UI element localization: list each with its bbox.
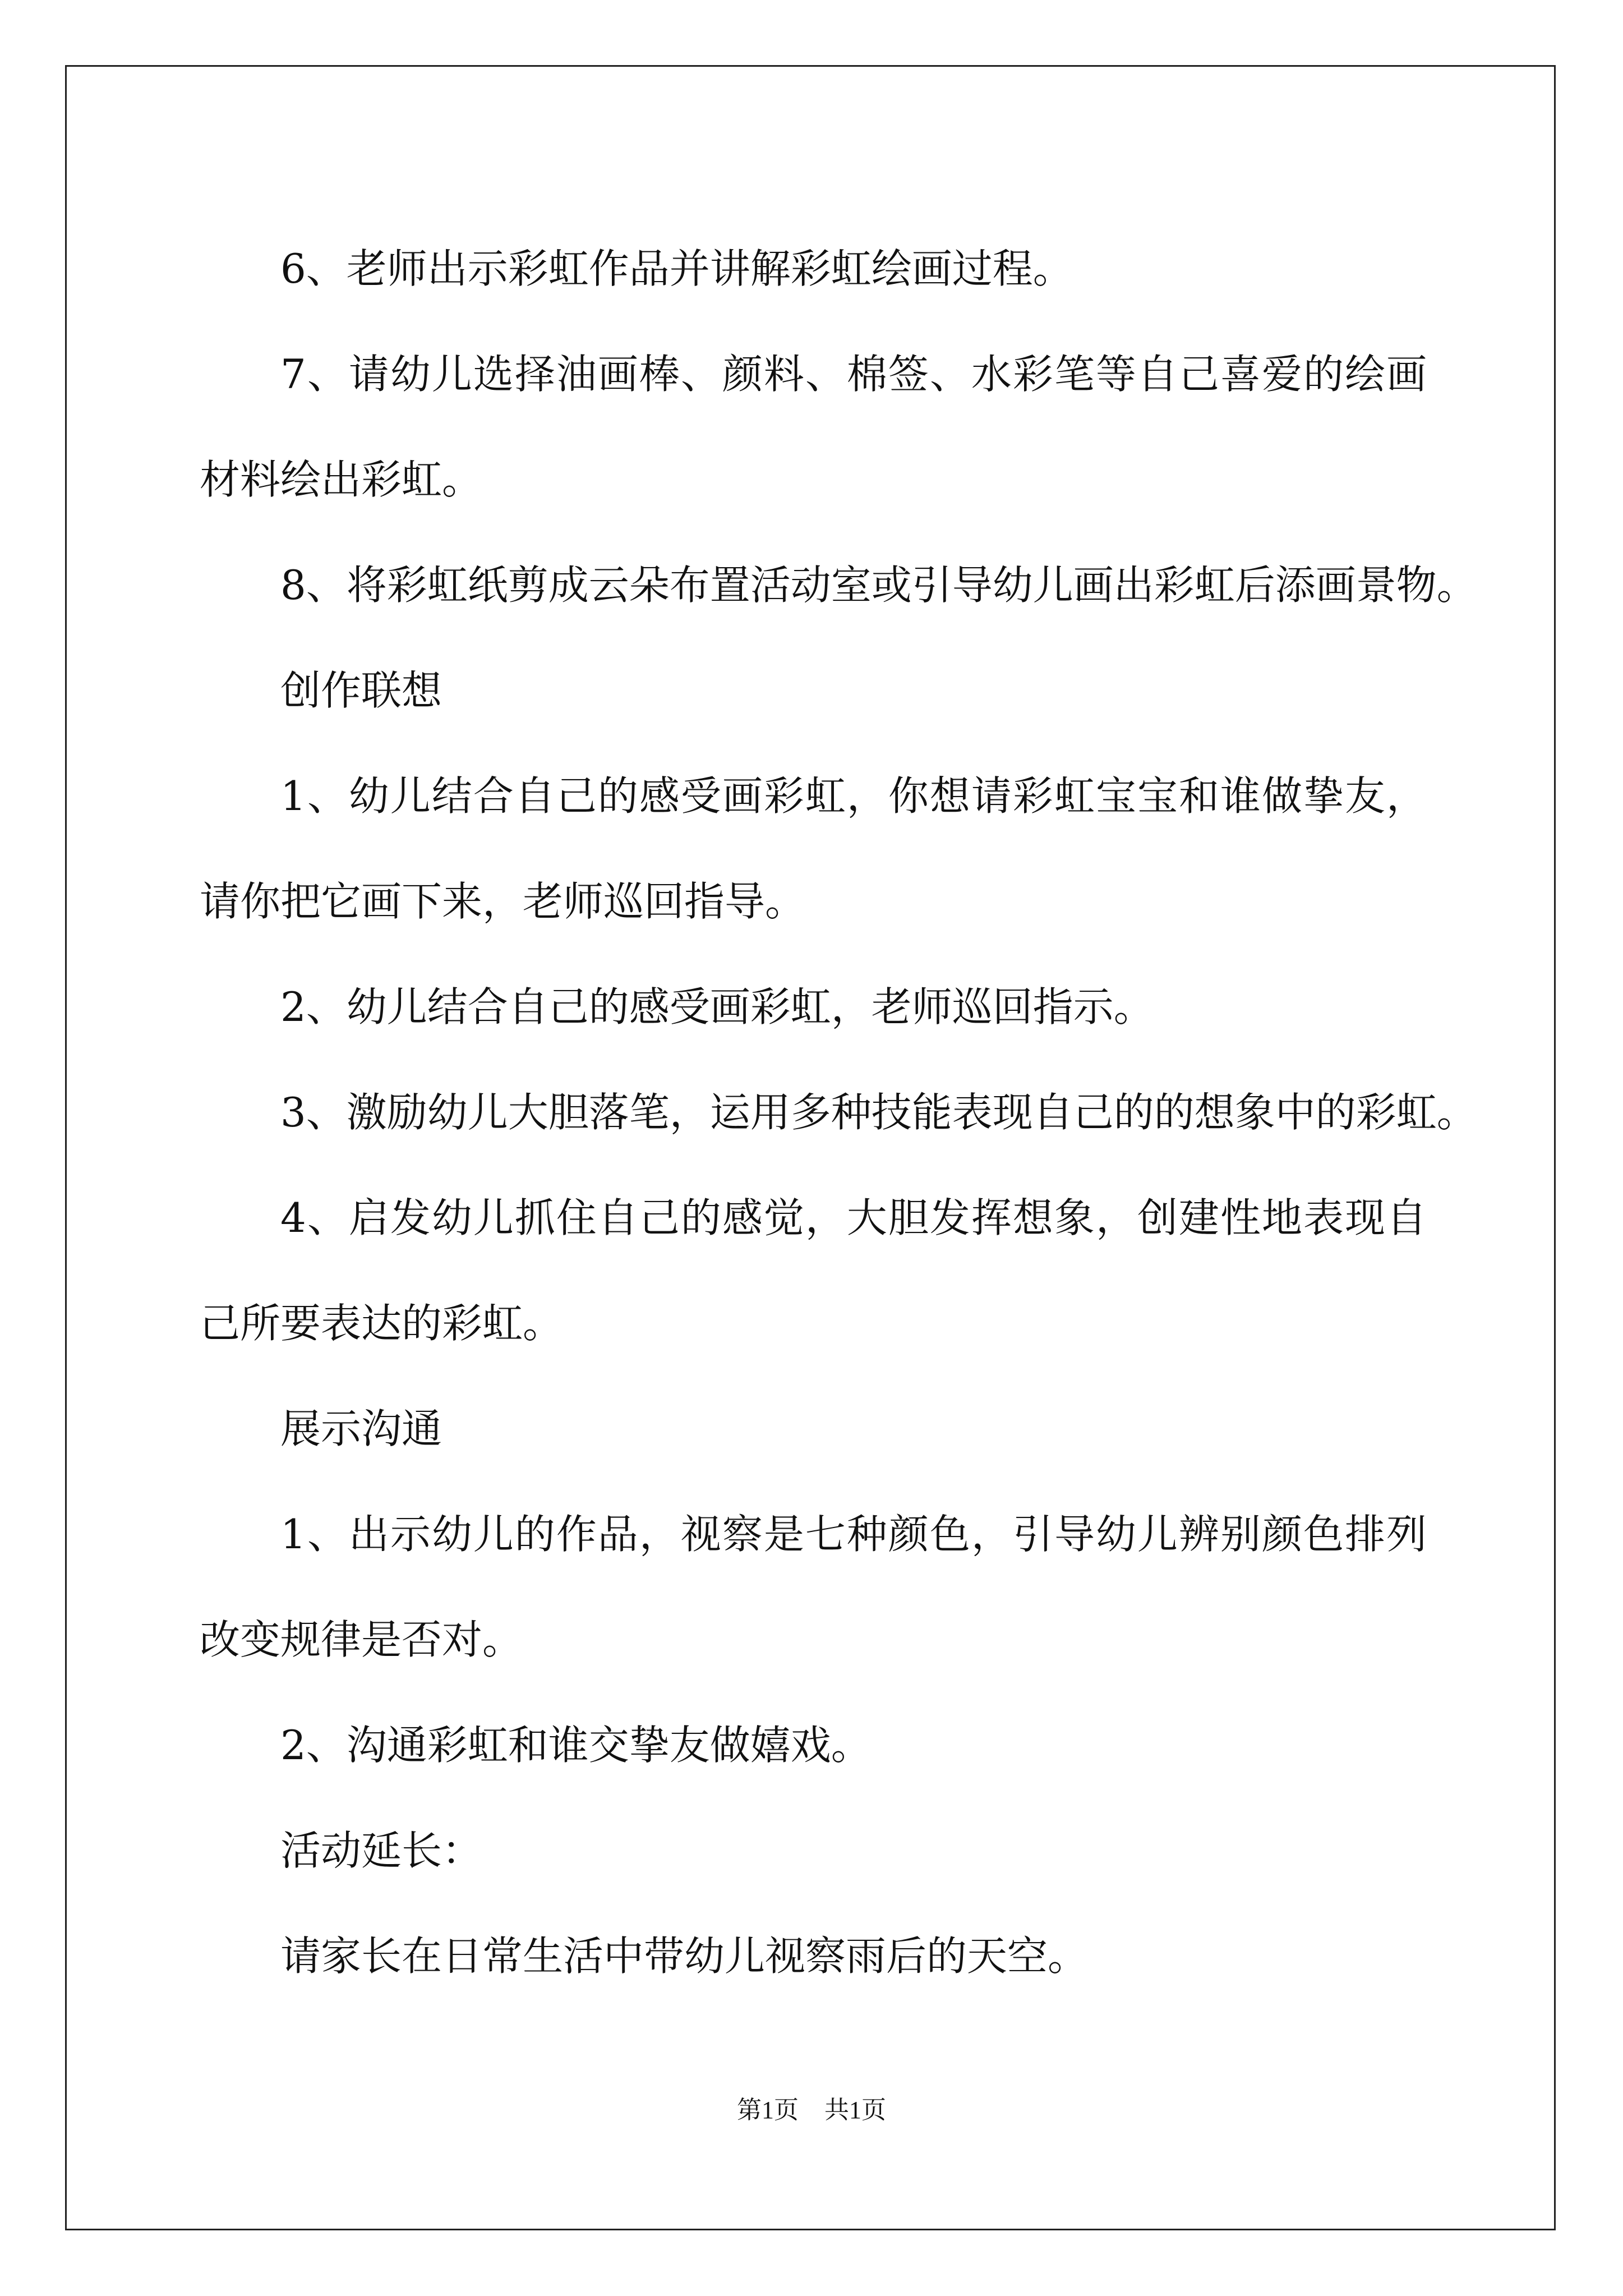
page-footer: [0, 2093, 1623, 2127]
paragraph-extension: 请家长在日常生活中带幼儿视察雨后的天空。: [280, 1932, 1089, 1980]
paragraph-display-1: 1、出示幼儿的作品，视察是七种颜色，引导幼儿辨别颜色排列改变规律是否对。: [200, 1511, 1427, 1663]
paragraph-display-2: 2、沟通彩虹和谁交挚友做嬉戏。: [280, 1722, 872, 1769]
page-number-total: 共1页: [824, 2096, 886, 2124]
document-body: [200, 216, 1477, 2009]
paragraph-step-6: 6、老师出示彩虹作品并讲解彩虹绘画过程。: [280, 245, 1073, 292]
paragraph-creative-2: 2、幼儿结合自己的感受画彩虹，老师巡回指示。: [280, 983, 1154, 1030]
page-number-current: 第1页: [737, 2096, 799, 2124]
section-heading-creative: 创作联想: [280, 667, 442, 714]
paragraph-step-8: 8、将彩虹纸剪成云朵布置活动室或引导幼儿画出彩虹后添画景物。: [280, 562, 1477, 609]
paragraph-creative-1: 1、幼儿结合自己的感受画彩虹，你想请彩虹宝宝和谁做挚友，请你把它画下来，老师巡回指导。: [200, 772, 1427, 925]
section-heading-extension: 活动延长：: [280, 1827, 483, 1874]
paragraph-creative-3: 3、激励幼儿大胆落笔，运用多种技能表现自己的的想象中的彩虹。: [280, 1089, 1477, 1136]
paragraph-step-7: 7、请幼儿选择油画棒、颜料、棉签、水彩笔等自己喜爱的绘画材料绘出彩虹。: [200, 351, 1427, 503]
section-heading-display: 展示沟通: [280, 1405, 442, 1452]
paragraph-creative-4: 4、启发幼儿抓住自己的感觉，大胆发挥想象，创建性地表现自己所要表达的彩虹。: [200, 1194, 1427, 1347]
